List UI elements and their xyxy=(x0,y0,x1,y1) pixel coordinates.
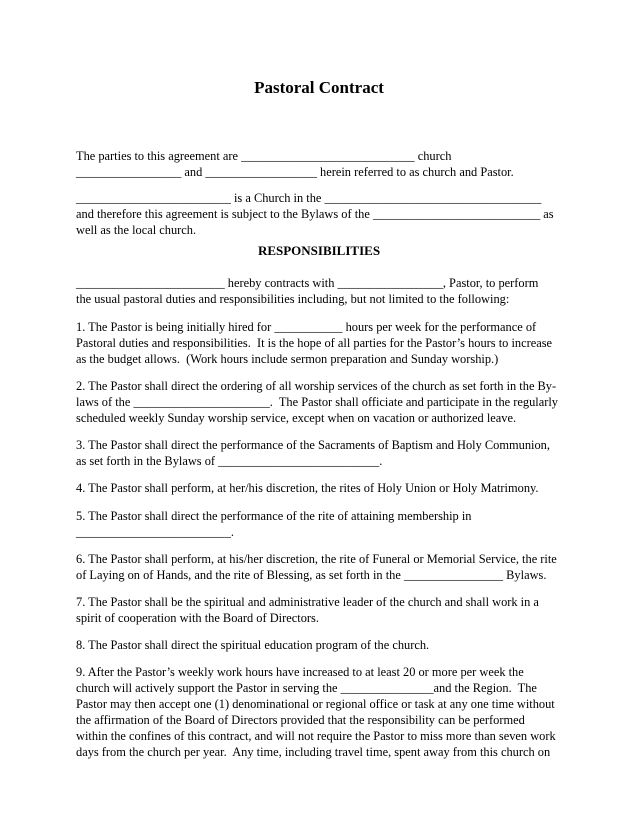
item-7-line-1: 7. The Pastor shall be the spiritual and administrative leader of the church and shall work in a xyxy=(76,595,539,609)
item-2-line-2: laws of the ______________________. The Pastor shall officiate and participate in the regularly xyxy=(76,395,558,409)
paragraph-parties-line-2: _________________ and __________________ herein referred to as church and Pastor. xyxy=(76,165,514,179)
item-9-line-1: 9. After the Pastor’s weekly work hours have increased to at least 20 or more per week the xyxy=(76,665,524,679)
responsibilities-heading: RESPONSIBILITIES xyxy=(257,243,381,258)
item-6-line-1: 6. The Pastor shall perform, at his/her discretion, the rite of Funeral or Memorial Service, the rite xyxy=(76,552,557,566)
paragraph-contract-line-2: the usual pastoral duties and responsibilities including, but not limited to the following: xyxy=(76,292,510,306)
paragraph-church-line-3: well as the local church. xyxy=(76,223,197,237)
item-9-line-6: days from the church per year. Any time, including travel time, spent away from this church on xyxy=(76,745,551,759)
paragraph-contract-line-1: ________________________ hereby contracts with _________________, Pastor, to perform xyxy=(76,276,539,290)
item-1-line-2: Pastoral duties and responsibilities. It is the hope of all parties for the Pastor’s hours to increase xyxy=(76,336,553,350)
paragraph-parties-line-1: The parties to this agreement are ____________________________ church xyxy=(76,149,452,163)
item-3-line-2: as set forth in the Bylaws of __________________________. xyxy=(76,454,383,468)
paragraph-church-line-2: and therefore this agreement is subject to the Bylaws of the ___________________________ as xyxy=(76,207,554,221)
item-8-line-1: 8. The Pastor shall direct the spiritual education program of the church. xyxy=(76,638,430,652)
item-1-line-3: as the budget allows. (Work hours include sermon preparation and Sunday worship.) xyxy=(76,352,499,366)
item-7-line-2: spirit of cooperation with the Board of Directors. xyxy=(76,611,319,625)
paragraph-church-line-1: _________________________ is a Church in the ___________________________________ xyxy=(76,191,542,205)
item-4-line-1: 4. The Pastor shall perform, at her/his discretion, the rites of Holy Union or Holy Matrimony. xyxy=(76,481,539,495)
item-9-line-2: church will actively support the Pastor in serving the _______________and the Region. The xyxy=(76,681,537,695)
item-9-line-3: Pastor may then accept one (1) denominational or regional office or task at any one time without xyxy=(76,697,555,711)
item-2-line-1: 2. The Pastor shall direct the ordering of all worship services of the church as set forth in the By- xyxy=(76,379,557,393)
item-9-line-5: within the confines of this contract, and will not require the Pastor to miss more than seven work xyxy=(76,729,556,743)
item-3-line-1: 3. The Pastor shall direct the performance of the Sacraments of Baptism and Holy Communion, xyxy=(76,438,550,452)
item-6-line-2: of Laying on of Hands, and the rite of Blessing, as set forth in the ________________ Bylaws. xyxy=(76,568,547,582)
item-5-line-1: 5. The Pastor shall direct the performance of the rite of attaining membership in xyxy=(76,509,472,523)
document-title: Pastoral Contract xyxy=(254,78,384,97)
item-5-line-2: _________________________. xyxy=(76,525,234,539)
item-1-line-1: 1. The Pastor is being initially hired for ___________ hours per week for the performance of xyxy=(76,320,537,334)
item-9-line-4: the affirmation of the Board of Directors provided that the responsibility can be performed xyxy=(76,713,525,727)
item-2-line-3: scheduled weekly Sunday worship service, except when on vacation or authorized leave. xyxy=(76,411,517,425)
